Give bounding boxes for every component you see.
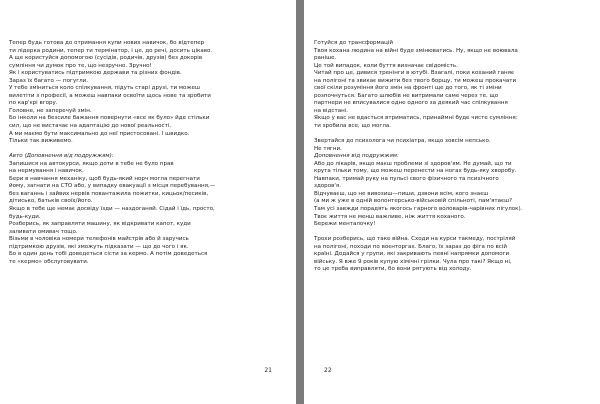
- text-line: Бери в навчання механіку, щоб будь-який норч могла перегнати: [9, 175, 200, 182]
- text-line: свої скіли розуміння його змін на фронті ще до того, як ті зміни: [314, 85, 502, 92]
- text-line: Візьми в чоловіка номери телефонів майстрів або й заручись: [9, 236, 189, 243]
- text-line: раніше.: [314, 55, 337, 62]
- page-text: [314, 40, 590, 274]
- paragraph-gap: [314, 131, 590, 139]
- text-line: на нермування і навичок.: [9, 168, 84, 175]
- text-line: війську. Я вже 9 років купую хімічні грілки. Чула про такі? Якщо ні,: [314, 258, 512, 265]
- text-line: Тільки так виживемо.: [9, 138, 73, 145]
- text-line: Авто (Доповнення від подружжям):: [9, 153, 114, 160]
- page-left: [0, 0, 296, 404]
- text-line: Розберись, як заправляти машину, як відкривати капот, куди: [9, 221, 191, 228]
- text-line: Не тягни.: [314, 145, 342, 152]
- text-line: крута тільки тому, що можеш перенести на ногах будь-яку хворобу.: [314, 168, 517, 175]
- text-line: Твоє життя не менш важливе, ніж життя коханого.: [314, 213, 466, 220]
- text-line: сил, що не вистачає на адаптацію до нової реальності.: [9, 123, 172, 130]
- text-line: А ми маємо бути максимально до неї пристосовані. І швидко.: [9, 130, 190, 137]
- text-line: Це той випадок, коли буття визначає свідомість.: [314, 62, 458, 69]
- text-line: (а ми ж уже в одній волонтерсько-військовій спільноті, пам'ятаєш?: [314, 198, 513, 205]
- text-line: Як і користуватись підтримкою держави та різних фондів.: [9, 70, 182, 77]
- text-line: У тебе зміниться коло спілкування, підуть старі друзі, ти можеш: [9, 85, 200, 92]
- text-line: Головне, не заперечуй змін.: [9, 107, 92, 114]
- text-line: ти зробила все, що могла.: [314, 123, 392, 130]
- text-line: Читай про це, дивися тренінги в ютубі. Взагалі, поки коханий ганяє: [314, 70, 514, 77]
- text-line: Бо в один день тобі доведеться сісти за кермо. А потім доведеться: [9, 251, 208, 258]
- text-line: Якщо в тебе ще немає досвіду їзди — наздоганяй. Сідай і їдь, просто,: [9, 206, 215, 213]
- paragraph-gap: [314, 229, 590, 237]
- text-line: Запишися на автокурси, якщо доти в тебе не було прав: [9, 160, 174, 167]
- text-line: без ваганнь і зайвих нервів повантажила пожитки, кицьок/песиків,: [9, 190, 209, 197]
- text-line: те «кермо» обслуговувати.: [9, 258, 89, 265]
- text-line: на полігоні та звикає вижити без твого борщу, ти можеш прокачати: [314, 77, 517, 84]
- text-line: партнери не вписувалися одне одного за деякий час спілкування: [314, 100, 508, 107]
- text-line: ти лідерка родини, тепер ти термінатор, і це, до речі, досить цікаво.: [9, 47, 213, 54]
- text-line: Бо інколи на безсиле бажання повернути «все як було» йде стільки: [9, 115, 210, 122]
- text-line: Або до лікарів, якщо маєш проблеми зі здоров'ям. Не думай, що ти: [314, 160, 512, 167]
- text-line: Звертайся до психолога чи психіатра, якщо зовсім непсько.: [314, 138, 491, 145]
- text-line: йому, загнати на СТО або, у випадку евакуації з місця перебування,—: [9, 183, 216, 190]
- text-line: на полігоні, походи по воєнторгах. Благо, їх зараз до фіга по всій: [314, 243, 507, 250]
- text-line: Там усі завжди порадять якогось гарного воловарів-чарівних пігулок).: [314, 206, 523, 213]
- text-line: Навпаки, тримай руку на пульсі свого фізичного та психічного: [314, 175, 499, 182]
- text-line: по кар'єрі вгору.: [9, 100, 58, 107]
- text-line: дітисько, батьків своїх/його.: [9, 198, 93, 205]
- page-number: 22: [324, 367, 332, 374]
- page-right: [304, 0, 600, 404]
- text-line: підтримкою друзів, які зможуть підказати — що до чого і як.: [9, 243, 189, 250]
- text-line: сумління чи думок про те, що незручно. Зручно!: [9, 62, 152, 69]
- paragraph-gap: [9, 146, 285, 154]
- text-line: на відстані.: [314, 107, 349, 114]
- text-line: А ще користуйся допомогою (сусідів, родичів, друзів) без докорів: [9, 55, 203, 62]
- text-line: Бережи менталочку!: [314, 221, 376, 228]
- page-text: [9, 40, 285, 266]
- text-line: здоров'я.: [314, 183, 341, 190]
- text-line: вилетіти з професії, а можеш навпаки освоїти щось нове та зробити: [9, 92, 211, 99]
- text-line: Трохи розберись, що таке війна. Сходи на курси такмеду, постріляй: [314, 236, 516, 243]
- text-line: Відчуваєш, що не вивозиш—пиши, дзвони всім, кого знаєш: [314, 190, 489, 197]
- text-line: будь-куди.: [9, 213, 41, 220]
- text-line: Тепер будь готова до отримання купи нових навичок, бо відтепер: [9, 40, 205, 46]
- text-line: то це треба виправляти, бо вони рятують від холоду.: [314, 266, 472, 273]
- text-line: країні. Додайся у групи, які закривають певні напрямки допомоги: [314, 251, 510, 258]
- text-line: Готуйся до трансформацій: [314, 40, 394, 46]
- text-line: Якщо у вас не вдасться втриматись, принаймні буде чисте сумління:: [314, 115, 518, 122]
- text-line: Твоя кохана людина на війні буде змінюватись. Ну, якщо не воювала: [314, 47, 518, 54]
- text-line: Доповнення від подружжям:: [314, 153, 399, 160]
- text-line: розпочнуться. Багато шлюбів не витримали саме через те, що: [314, 92, 499, 99]
- page-number: 21: [264, 367, 272, 374]
- text-line: заливати омивач тощо.: [9, 228, 78, 235]
- text-line: Зараз їх багато — погугли.: [9, 77, 89, 84]
